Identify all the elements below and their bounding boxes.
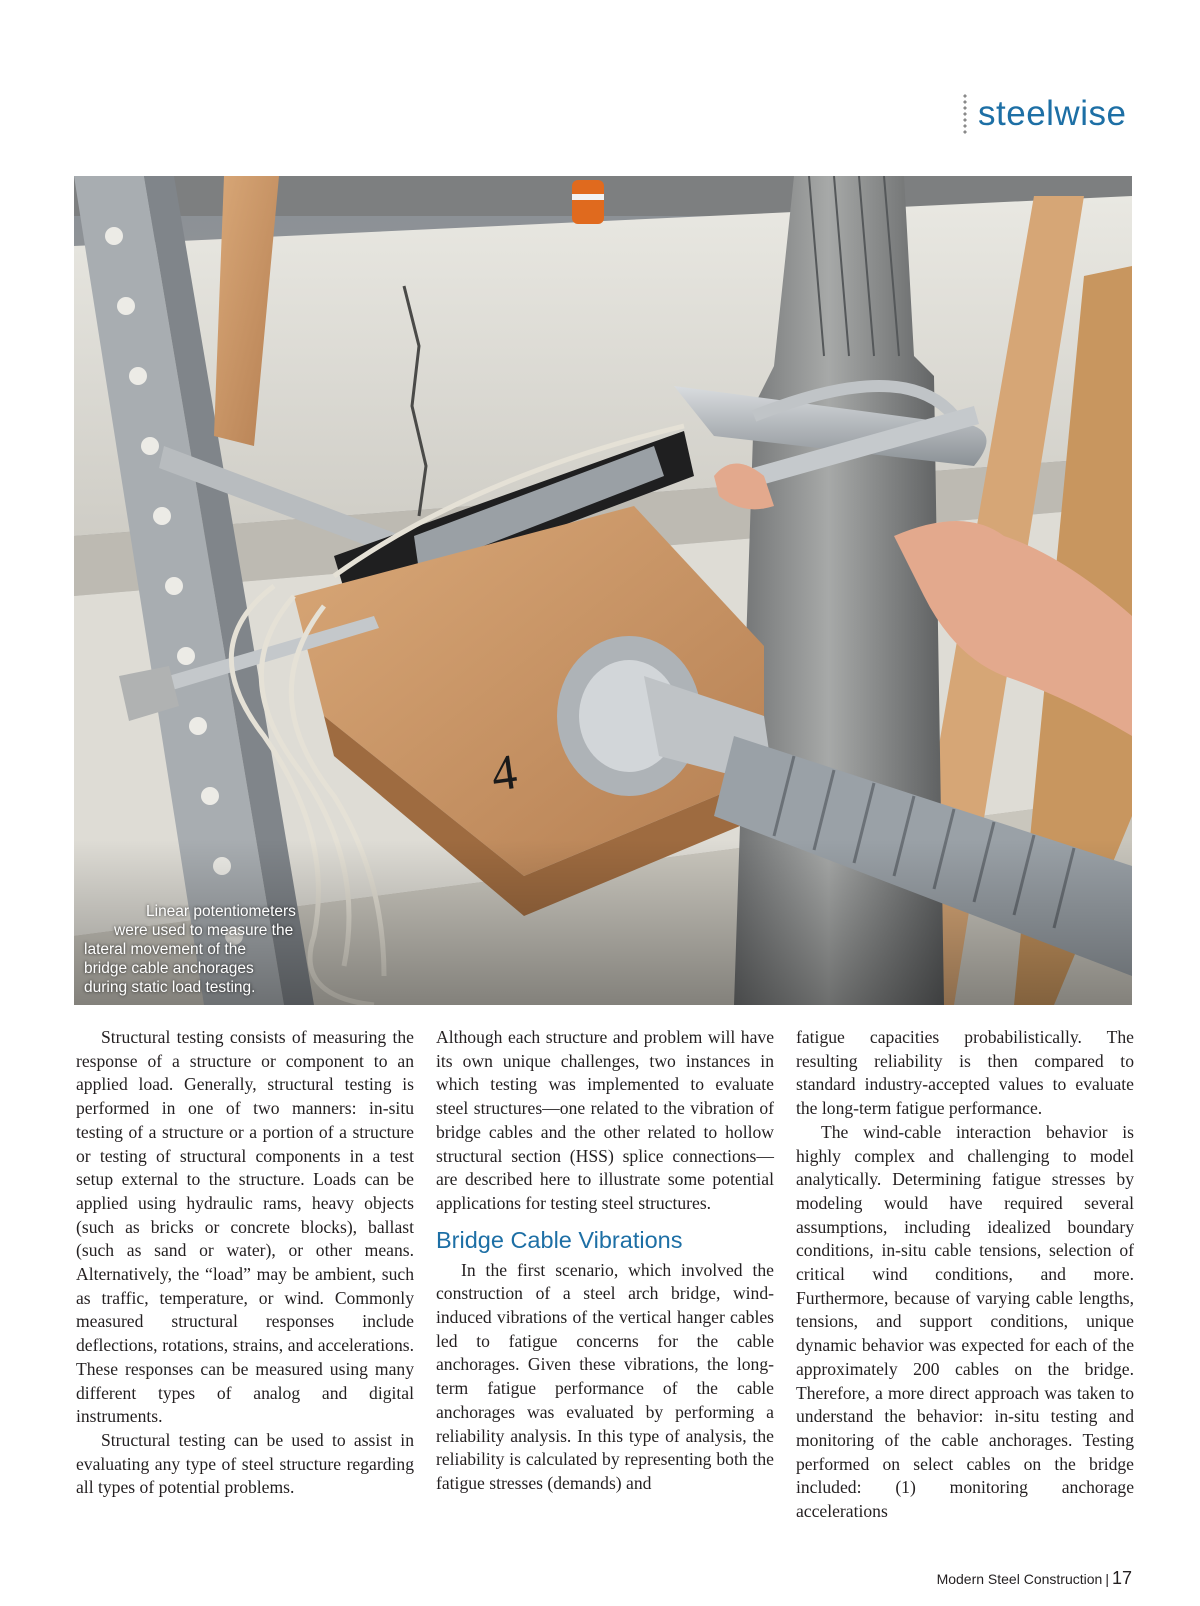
photo-potentiometer-setup bbox=[74, 176, 1132, 1005]
page-number: 17 bbox=[1111, 1568, 1132, 1588]
publication-name: Modern Steel Construction bbox=[936, 1571, 1103, 1587]
caption-line-4: bridge cable anchorages bbox=[84, 960, 254, 977]
paragraph-testing-uses: Structural testing can be used to assist in evaluating any type of steel structure regarding all types of potential problems. bbox=[76, 1429, 414, 1498]
paragraph-wind-cable: The wind-cable interaction behavior is highly complex and challenging to model analytically. Determining fatigue stresses by modeling would have required several assumptions, including idealized boundary conditions, in-situ cable tensions, selection of critical wind conditions, and more. Furthermore, because of varying cable lengths, tensions, and support conditions, unique dynamic behavior was expected for each of the approximately 200 cables on the bridge. Therefore, a more direct approach was taken to understand the behavior: in-situ testing and monitoring of the cable anchorages. Testing performed on select cables on the bridge included: (1) monitoring anchorage accelerations bbox=[796, 1121, 1134, 1522]
photo-illustration bbox=[74, 176, 1132, 1005]
paragraph-bridge-scenario: In the first scenario, which involved the construction of a steel arch bridge, wind-induced vibrations of the vertical hanger cables led to fatigue concerns for the cable anchorages. Given these vibrations, the long-term fatigue performance of the cable anchorages was evaluated by performing a reliability analysis. In this type of analysis, the reliability is calculated by representing both the fatigue stresses (demands) and bbox=[436, 1259, 774, 1493]
body-column-1 bbox=[76, 1026, 414, 1500]
paragraph-reliability-continued: fatigue capacities probabilistically. The resulting reliability is then compared to standard industry-accepted values to evaluate the long-term fatigue performance. bbox=[796, 1027, 1134, 1119]
section-label: steelwise bbox=[978, 94, 1127, 133]
footer-divider: | bbox=[1105, 1571, 1109, 1587]
page-footer bbox=[900, 1568, 1132, 1589]
body-column-2 bbox=[436, 1026, 774, 1496]
body-column-3 bbox=[796, 1026, 1134, 1524]
paragraph-intro-continued: Although each structure and problem will have its own unique challenges, two instances in which testing was implemented to evaluate steel structures—one related to the vibration of bridge cables and the other related to hollow structural section (HSS) splice connections—are described here to illustrate some potential applications for testing steel structures. bbox=[436, 1027, 774, 1213]
section-heading-bridge-cable: Bridge Cable Vibrations bbox=[436, 1226, 683, 1253]
paragraph-testing-definition: Structural testing consists of measuring the response of a structure or component to an applied load. Generally, structural testing is performed in one of two manners: in-situ testing of a structure or a portion of a structure or testing of structural components in a test setup external to the structure. Loads can be applied using hydraulic rams, heavy objects (such as bricks or concrete blocks), ballast (such as sand or water), or other means. Alternatively, the “load” may be ambient, such as traffic, temperature, or wind. Commonly measured structural responses include deflections, rotations, strains, and accelerations. These responses can be measured using many different types of analog and digital instruments. bbox=[76, 1027, 414, 1427]
caption-line-3: lateral movement of the bbox=[84, 941, 246, 958]
header-dots-divider bbox=[962, 93, 968, 135]
caption-line-2: were used to measure the bbox=[114, 922, 294, 939]
photo-caption bbox=[84, 902, 374, 997]
caption-line-5: during static load testing. bbox=[84, 979, 256, 996]
caption-line-1: Linear potentiometers bbox=[146, 903, 296, 920]
